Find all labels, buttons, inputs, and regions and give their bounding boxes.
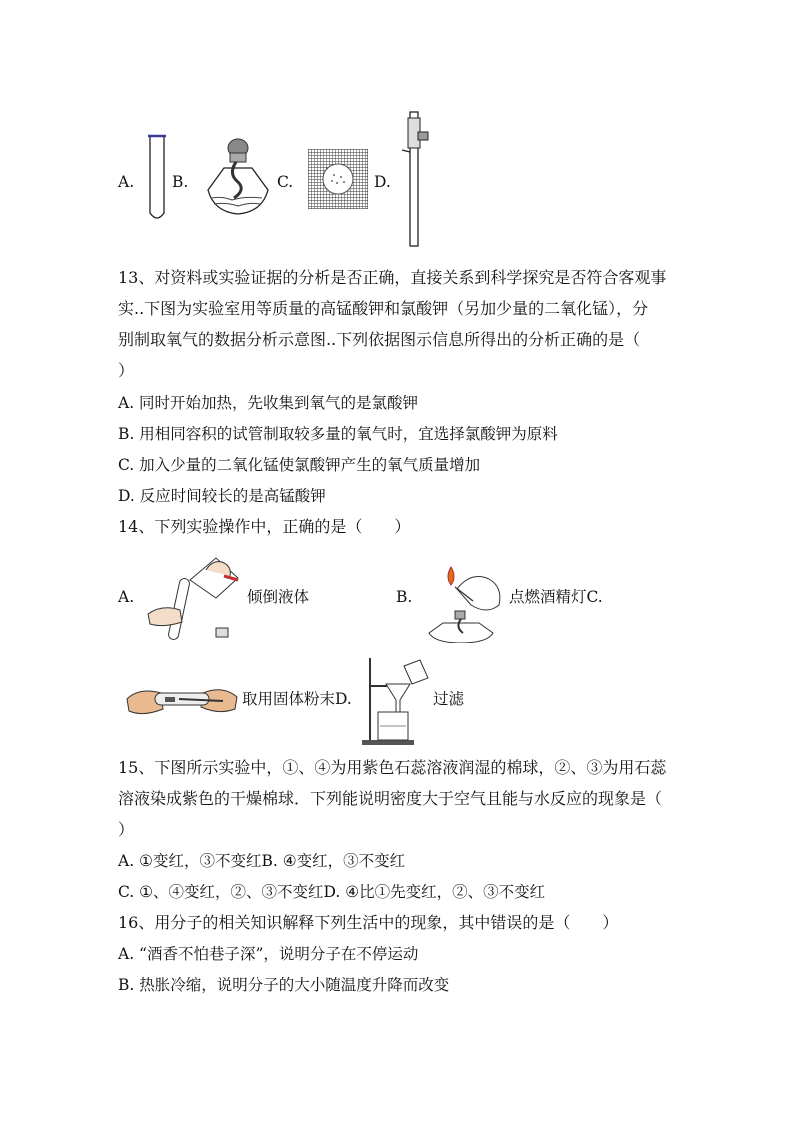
lighting-alcohol-lamp-figure	[427, 553, 507, 643]
q16-option-b: B. 热胀冷缩，说明分子的大小随温度升降而改变	[118, 976, 450, 994]
q14-option-b-label: B.	[396, 588, 413, 606]
wire-gauze-figure	[308, 149, 368, 209]
alcohol-lamp-figure	[202, 138, 272, 216]
q14-option-d-text: 过滤	[433, 690, 465, 708]
q13-stem-line-4: ）	[118, 361, 135, 380]
q14-option-b-text: 点燃酒精灯C.	[509, 588, 603, 606]
q13-option-d: D. 反应时间较长的是高锰酸钾	[118, 487, 326, 505]
q12-option-a-label: A.	[118, 173, 135, 191]
taking-solid-powder-figure	[125, 675, 239, 725]
q14-stem: 14、下列实验操作中，正确的是（ ）	[118, 517, 411, 536]
test-tube-figure	[146, 133, 168, 225]
q13-stem-line-1: 13、对资料或实验证据的分析是否正确，直接关系到科学探究是否符合客观事	[118, 268, 667, 287]
q13-stem-line-3: 别制取氧气的数据分析示意图..下列依据图示信息所得出的分析正确的是（	[118, 330, 641, 349]
q14-option-a-text: 倾倒液体	[247, 588, 310, 606]
q15-option-cd: C. ①、④变红，②、③不变红D. ④比①先变红，②、③不变红	[118, 883, 546, 901]
filtration-apparatus-figure	[360, 656, 430, 746]
q13-option-a: A. 同时开始加热，先收集到氧气的是氯酸钾	[118, 394, 419, 412]
q12-option-b-label: B.	[172, 173, 189, 191]
pouring-liquid-figure	[146, 552, 244, 644]
q15-stem-line-2: 溶液染成紫色的干燥棉球．下列能说明密度大于空气且能与水反应的现象是（	[118, 789, 663, 808]
q14-option-a-label: A.	[118, 588, 135, 606]
q16-option-a: A. “酒香不怕巷子深”，说明分子在不停运动	[118, 945, 419, 963]
q16-stem: 16、用分子的相关知识解释下列生活中的现象，其中错误的是（ ）	[118, 913, 619, 932]
q15-stem-line-3: ）	[118, 820, 135, 839]
q15-option-ab: A. ①变红，③不变红B. ④变红，③不变红	[118, 852, 406, 870]
q13-stem-line-2: 实..下图为实验室用等质量的高锰酸钾和氯酸钾（另加少量的二氧化锰），分	[118, 299, 649, 318]
q13-option-c: C. 加入少量的二氧化锰使氯酸钾产生的氧气质量增加	[118, 456, 481, 474]
q15-stem-line-1: 15、下图所示实验中，①、④为用紫色石蕊溶液润湿的棉球，②、③为用石蕊	[118, 758, 667, 777]
test-tube-holder-figure	[398, 110, 432, 250]
q14-option-c-text: 取用固体粉末D.	[242, 690, 352, 708]
q12-option-c-label: C.	[277, 173, 294, 191]
q12-option-d-label: D.	[374, 173, 391, 191]
q13-option-b: B. 用相同容积的试管制取较多量的氧气时，宜选择氯酸钾为原料	[118, 425, 558, 443]
